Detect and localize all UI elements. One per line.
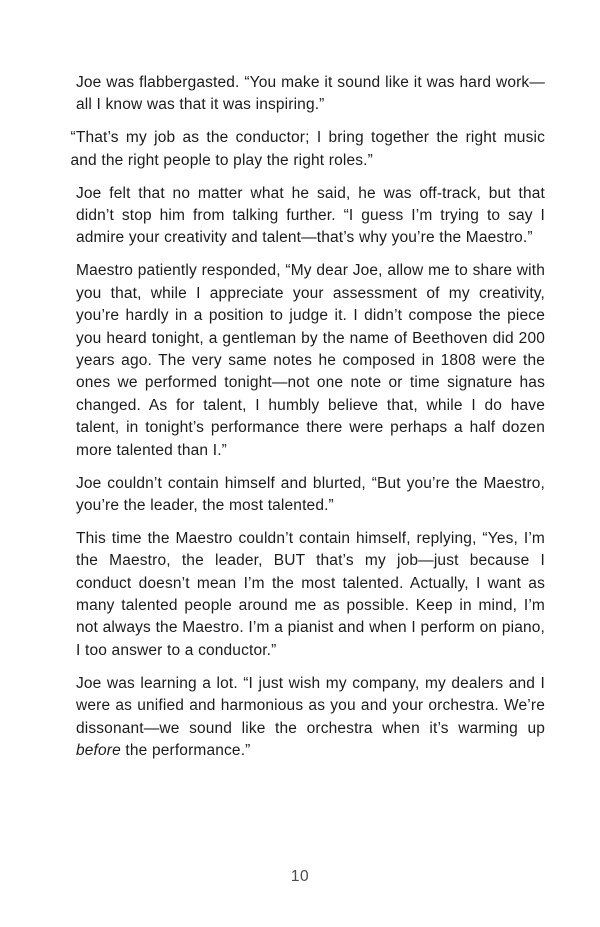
paragraph: Joe was flabbergasted. “You make it sound like it was hard work—all I know was that it was inspiring.” — [76, 74, 545, 114]
paragraph: Joe was learning a lot. “I just wish my company, my dealers and I were as unified and harmonious as you and your orchestra. We’re dissonant—we sound like the orchestra when it’s warming up before the performance.” — [76, 674, 545, 759]
paragraph: Maestro patiently responded, “My dear Joe, allow me to share with you that, while I appreciate your assessment of my creativity, you’re hardly in a position to judge it. I didn’t compose the piece you heard tonight, a gentleman by the name of Beethoven did 200 years ago. The very same notes he composed in 1808 were the ones we performed tonight—not one note or time signature has changed. As for talent, I humbly believe that, while I do have talent, in tonight’s performance there were perhaps a half dozen more talented than I.” — [76, 262, 545, 459]
body-text-block — [70, 72, 545, 762]
emphasised-word: before — [76, 741, 121, 759]
paragraph: This time the Maestro couldn’t contain himself, replying, “Yes, I’m the Maestro, the leader, BUT that’s my job—just because I conduct doesn’t mean I’m the most talented. Actually, I want as many talented people around me as possible. Keep in mind, I’m not always the Maestro. I’m a pianist and when I perform on piano, I too answer to a conductor.” — [76, 529, 545, 659]
paragraph: “That’s my job as the conductor; I bring together the right music and the right people to play the right roles.” — [70, 129, 545, 169]
page-number: 10 — [290, 868, 310, 885]
paragraph: Joe felt that no matter what he said, he was off-track, but that didn’t stop him from talking further. “I guess I’m trying to say I admire your creativity and talent—that’s why you’re the Maestro.” — [76, 184, 545, 247]
paragraph: Joe couldn’t contain himself and blurted, “But you’re the Maestro, you’re the leader, the most talented.” — [76, 474, 545, 514]
